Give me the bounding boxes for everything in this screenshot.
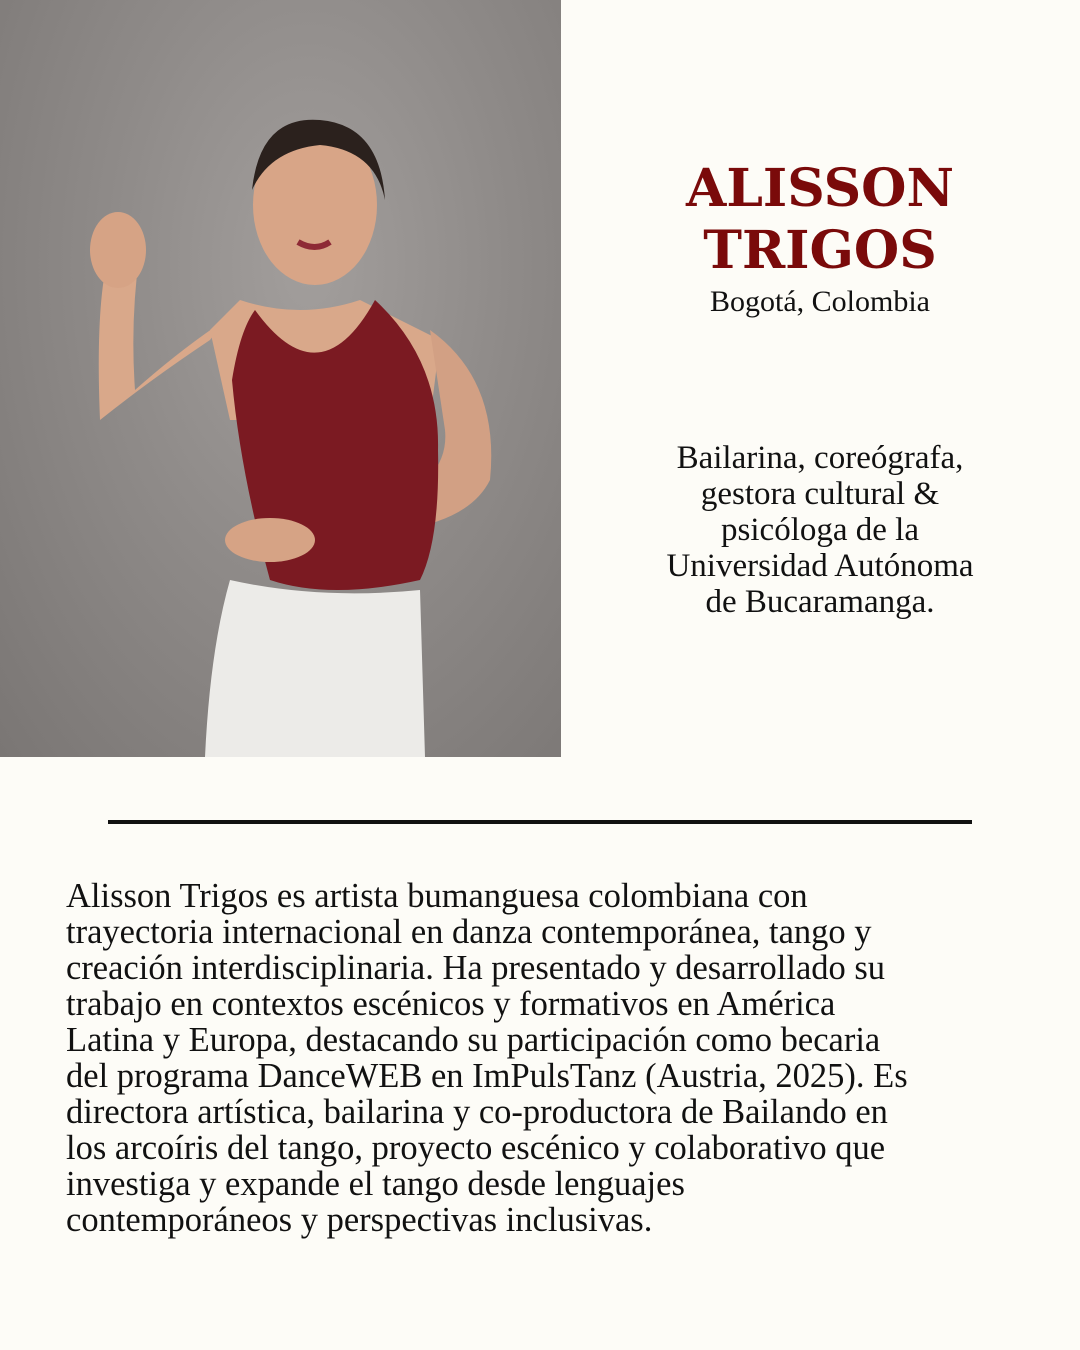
artist-name xyxy=(620,158,1020,282)
bio-line: investiga y expande el tango desde lenguajes xyxy=(66,1165,685,1203)
bio-line: contemporáneos y perspectivas inclusivas. xyxy=(66,1201,653,1239)
bio-line: Latina y Europa, destacando su participación como becaria xyxy=(66,1021,881,1059)
name-line-2: TRIGOS xyxy=(703,220,937,281)
role-line: psicóloga de la xyxy=(721,512,919,548)
bio-line: Alisson Trigos es artista bumanguesa colombiana con xyxy=(66,877,808,915)
artist-roles xyxy=(620,440,1020,620)
role-line: Bailarina, coreógrafa, xyxy=(676,440,964,476)
bio-line: del programa DanceWEB en ImPulsTanz (Austria, 2025). Es xyxy=(66,1057,908,1095)
biography xyxy=(66,878,1026,1238)
bio-line: trabajo en contextos escénicos y formativos en América xyxy=(66,985,836,1023)
role-line: Universidad Autónoma xyxy=(666,548,974,584)
role-line: gestora cultural & xyxy=(700,476,940,512)
portrait-photo xyxy=(0,0,561,757)
bio-line: los arcoíris del tango, proyecto escénico y colaborativo que xyxy=(66,1129,886,1167)
name-line-1: ALISSON xyxy=(685,158,955,219)
divider xyxy=(108,820,972,824)
bio-line: directora artística, bailarina y co-productora de Bailando en xyxy=(66,1093,888,1131)
bio-line: trayectoria internacional en danza contemporánea, tango y xyxy=(66,913,872,951)
role-line: de Bucaramanga. xyxy=(705,584,935,620)
bio-line: creación interdisciplinaria. Ha presentado y desarrollado su xyxy=(66,949,886,987)
artist-city: Bogotá, Colombia xyxy=(710,285,930,318)
dancer-figure xyxy=(0,0,561,757)
